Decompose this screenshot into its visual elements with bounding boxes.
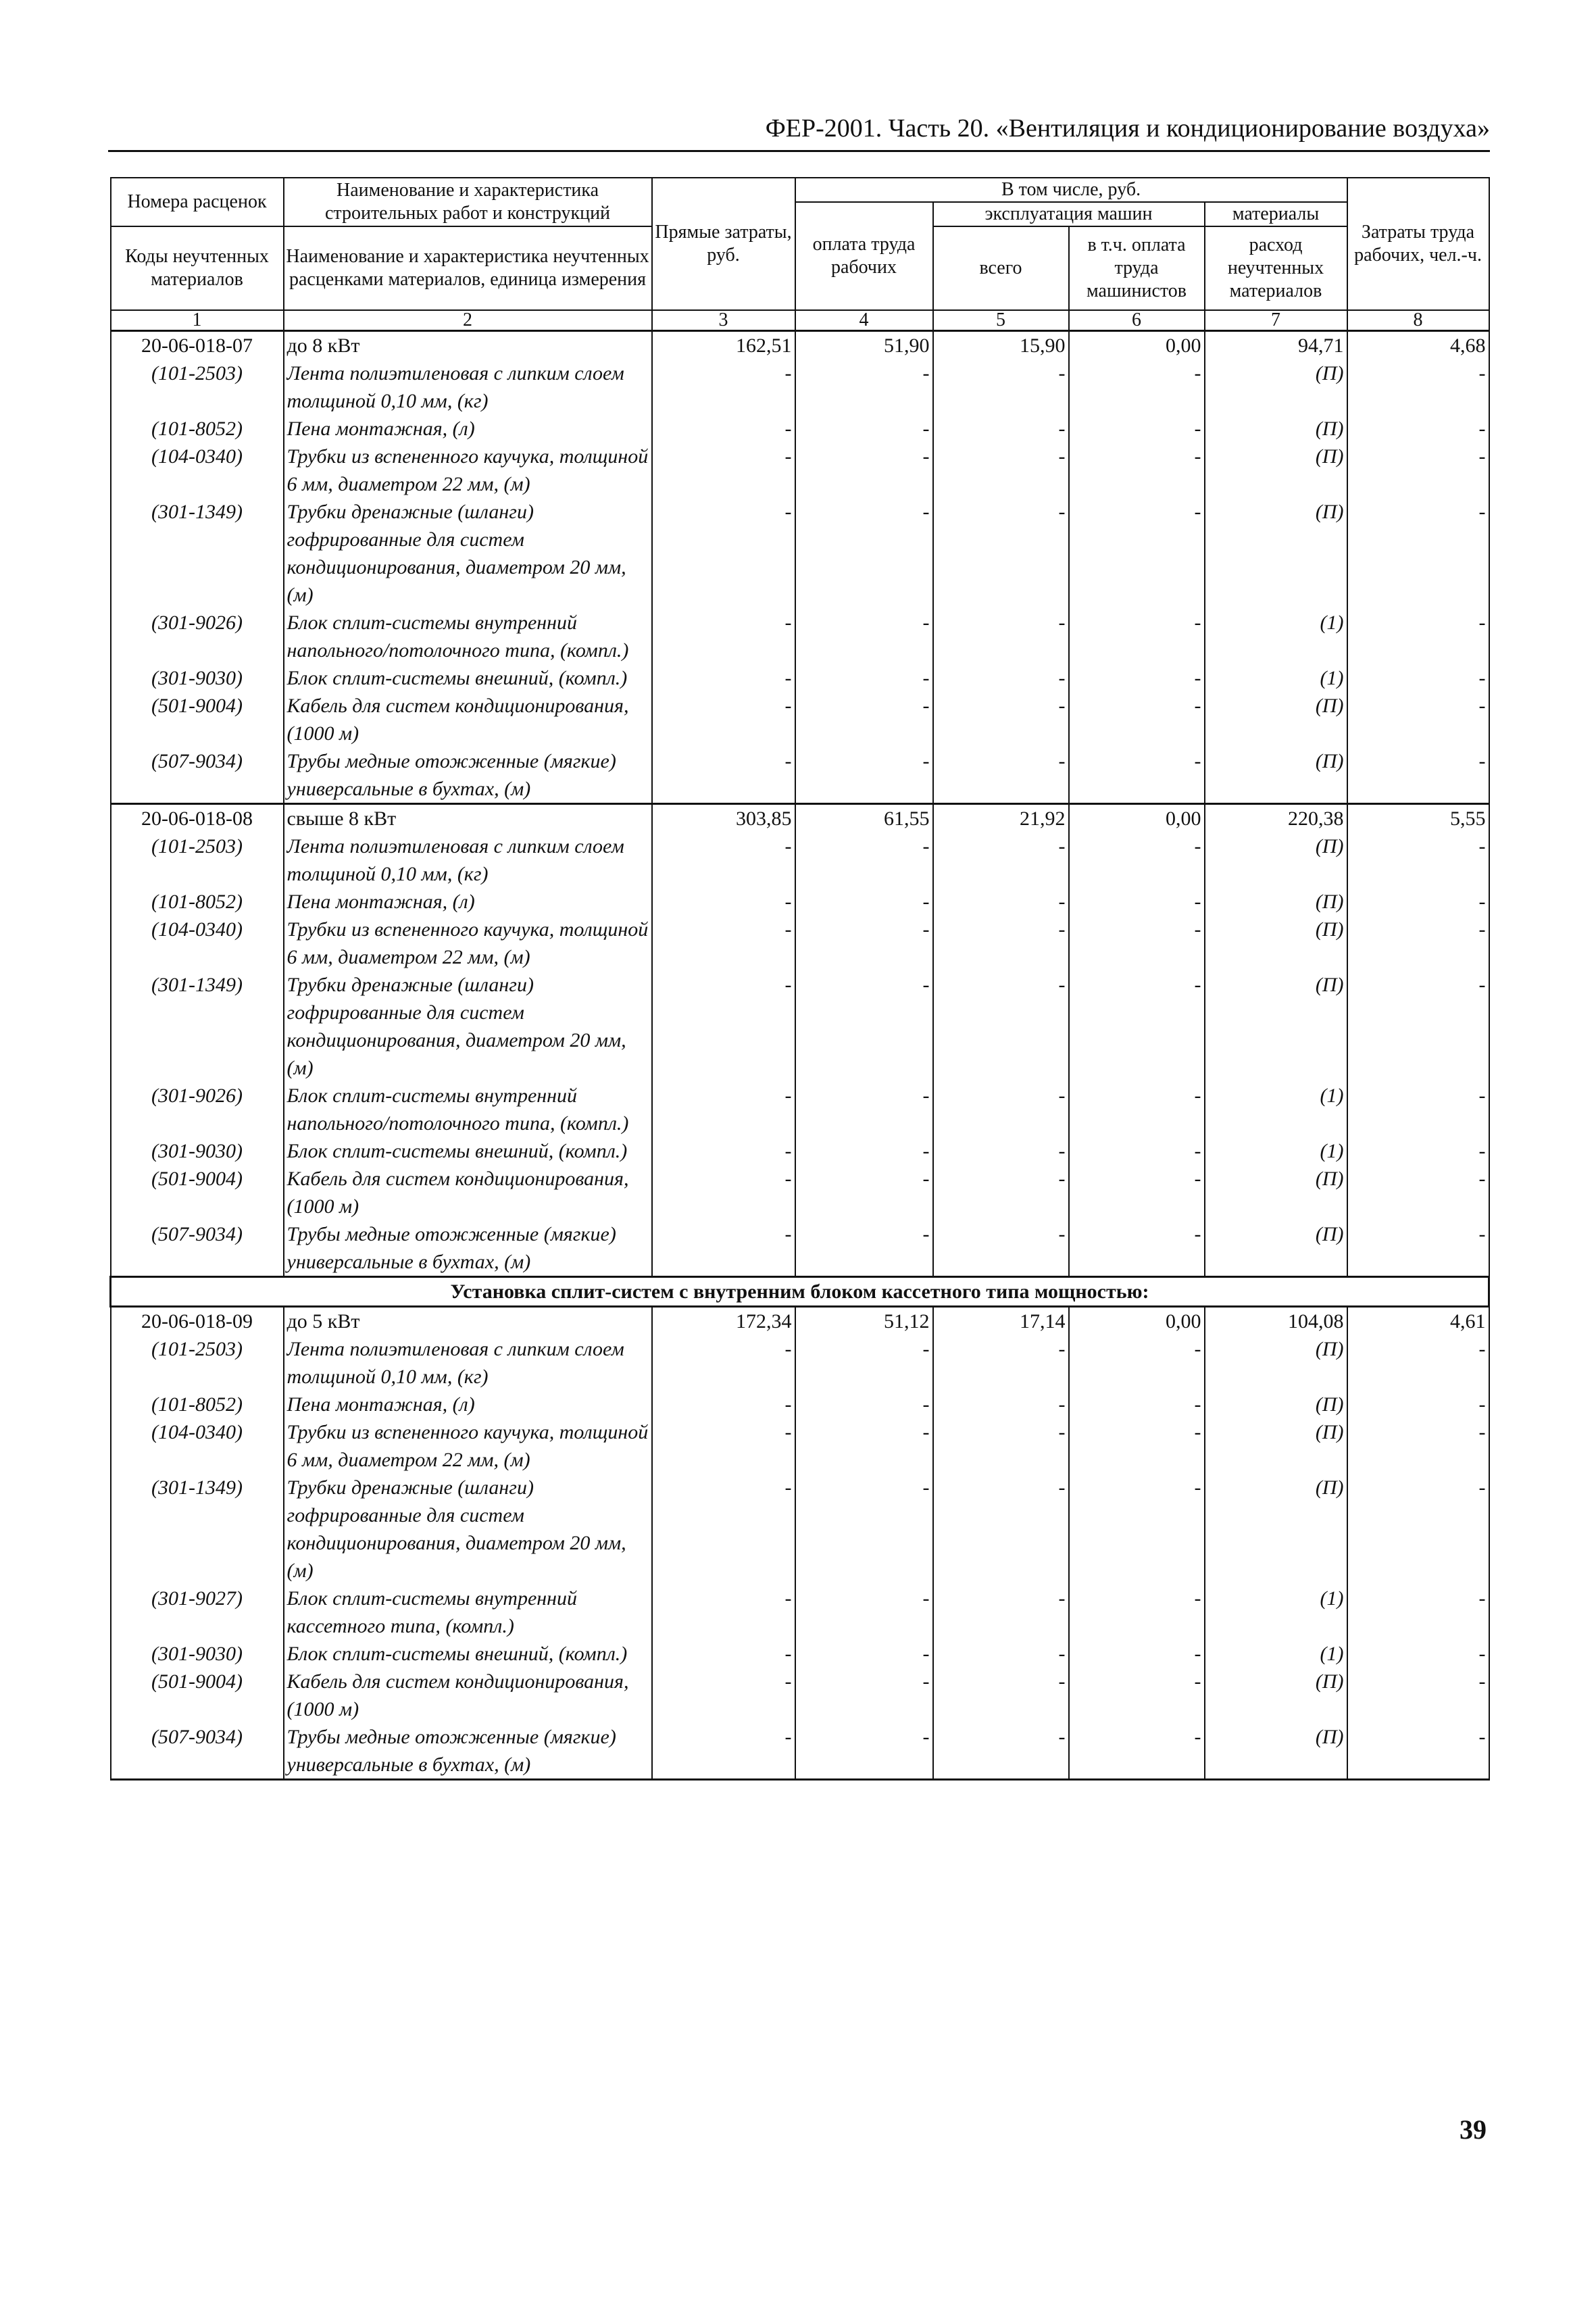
machines-cost: 17,14 bbox=[933, 1307, 1069, 1336]
operators-cost-dash: - bbox=[1069, 692, 1205, 747]
material-name: Пена монтажная, (л) bbox=[284, 1391, 652, 1418]
labor-cost-dash: - bbox=[795, 415, 933, 443]
direct-cost-dash: - bbox=[652, 888, 795, 916]
material-name: Блок сплит-системы внешний, (компл.) bbox=[284, 1640, 652, 1668]
material-row bbox=[111, 1585, 1489, 1640]
col2-bottom-header: Наименование и характеристика неучтенных расценками материалов, единица измерения bbox=[284, 226, 652, 310]
operators-cost-dash: - bbox=[1069, 1391, 1205, 1418]
material-consumption-mark: (П) bbox=[1205, 916, 1347, 971]
material-code: (301-9026) bbox=[111, 1082, 284, 1137]
material-row bbox=[111, 1474, 1489, 1585]
labor-cost-dash: - bbox=[795, 1165, 933, 1220]
labor-cost-dash: - bbox=[795, 1137, 933, 1165]
material-consumption-mark: (1) bbox=[1205, 609, 1347, 664]
operators-cost-dash: - bbox=[1069, 1474, 1205, 1585]
direct-cost-dash: - bbox=[652, 832, 795, 888]
labor-cost-dash: - bbox=[795, 359, 933, 415]
direct-cost-dash: - bbox=[652, 1391, 795, 1418]
material-name: Кабель для систем кондиционирования, (1000 м) bbox=[284, 1668, 652, 1723]
machines-cost-dash: - bbox=[933, 888, 1069, 916]
operators-cost-dash: - bbox=[1069, 609, 1205, 664]
direct-cost-dash: - bbox=[652, 359, 795, 415]
labor-cost-dash: - bbox=[795, 1335, 933, 1391]
material-consumption-mark: (1) bbox=[1205, 1137, 1347, 1165]
machines-cost-dash: - bbox=[933, 1335, 1069, 1391]
operators-cost: 0,00 bbox=[1069, 1307, 1205, 1336]
material-code: (501-9004) bbox=[111, 692, 284, 747]
material-name: Блок сплит-системы внутренний напольного/потолочного типа, (компл.) bbox=[284, 609, 652, 664]
group-machines-header: эксплуатация машин bbox=[933, 202, 1205, 226]
material-code: (301-1349) bbox=[111, 1474, 284, 1585]
operators-cost: 0,00 bbox=[1069, 804, 1205, 833]
material-name: Трубки дренажные (шланги) гофрированные для систем кондиционирования, диаметром 20 мм, (м) bbox=[284, 1474, 652, 1585]
machines-cost-dash: - bbox=[933, 1165, 1069, 1220]
col3-header: Прямые затраты, руб. bbox=[652, 178, 795, 310]
material-row bbox=[111, 1220, 1489, 1277]
material-name: Трубы медные отожженные (мягкие) универсальные в бухтах, (м) bbox=[284, 1723, 652, 1780]
material-name: Трубки дренажные (шланги) гофрированные для систем кондиционирования, диаметром 20 мм, (м) bbox=[284, 971, 652, 1082]
labor-cost-dash: - bbox=[795, 1474, 933, 1585]
labor-cost-dash: - bbox=[795, 443, 933, 498]
material-code: (501-9004) bbox=[111, 1668, 284, 1723]
labor-hours: 5,55 bbox=[1347, 804, 1489, 833]
material-name: Трубы медные отожженные (мягкие) универсальные в бухтах, (м) bbox=[284, 1220, 652, 1277]
material-code: (507-9034) bbox=[111, 747, 284, 804]
labor-hours-dash: - bbox=[1347, 1585, 1489, 1640]
direct-cost-dash: - bbox=[652, 609, 795, 664]
labor-hours-dash: - bbox=[1347, 1165, 1489, 1220]
section-row bbox=[111, 1277, 1489, 1307]
col6-header: в т.ч. оплата труда машинистов bbox=[1069, 226, 1205, 310]
labor-hours-dash: - bbox=[1347, 1418, 1489, 1474]
material-consumption-mark: (П) bbox=[1205, 1220, 1347, 1277]
machines-cost-dash: - bbox=[933, 1391, 1069, 1418]
labor-cost-dash: - bbox=[795, 1082, 933, 1137]
rate-name: до 8 кВт bbox=[284, 331, 652, 360]
machines-cost-dash: - bbox=[933, 1640, 1069, 1668]
machines-cost-dash: - bbox=[933, 1585, 1069, 1640]
operators-cost-dash: - bbox=[1069, 1137, 1205, 1165]
material-code: (101-8052) bbox=[111, 1391, 284, 1418]
labor-hours-dash: - bbox=[1347, 888, 1489, 916]
column-number: 8 bbox=[1347, 310, 1489, 331]
direct-cost-dash: - bbox=[652, 971, 795, 1082]
material-row bbox=[111, 971, 1489, 1082]
direct-cost-dash: - bbox=[652, 415, 795, 443]
labor-cost-dash: - bbox=[795, 1723, 933, 1780]
labor-hours-dash: - bbox=[1347, 832, 1489, 888]
material-consumption-mark: (П) bbox=[1205, 832, 1347, 888]
operators-cost-dash: - bbox=[1069, 664, 1205, 692]
col7-header: расход неучтенных материалов bbox=[1205, 226, 1347, 310]
labor-hours-dash: - bbox=[1347, 916, 1489, 971]
material-consumption-mark: (П) bbox=[1205, 498, 1347, 609]
material-consumption-mark: (1) bbox=[1205, 1640, 1347, 1668]
direct-cost-dash: - bbox=[652, 443, 795, 498]
operators-cost-dash: - bbox=[1069, 1723, 1205, 1780]
labor-hours: 4,68 bbox=[1347, 331, 1489, 360]
material-code: (104-0340) bbox=[111, 443, 284, 498]
group-total-header: В том числе, руб. bbox=[795, 178, 1347, 202]
materials-cost: 94,71 bbox=[1205, 331, 1347, 360]
direct-cost-dash: - bbox=[652, 664, 795, 692]
material-code: (301-9030) bbox=[111, 1640, 284, 1668]
labor-hours: 4,61 bbox=[1347, 1307, 1489, 1336]
col5-header: всего bbox=[933, 226, 1069, 310]
material-name: Блок сплит-системы внутренний напольного/потолочного типа, (компл.) bbox=[284, 1082, 652, 1137]
material-name: Блок сплит-системы внешний, (компл.) bbox=[284, 1137, 652, 1165]
labor-hours-dash: - bbox=[1347, 1220, 1489, 1277]
machines-cost-dash: - bbox=[933, 747, 1069, 804]
material-row bbox=[111, 1723, 1489, 1780]
operators-cost-dash: - bbox=[1069, 747, 1205, 804]
material-code: (104-0340) bbox=[111, 1418, 284, 1474]
operators-cost-dash: - bbox=[1069, 443, 1205, 498]
material-name: Трубки из вспененного каучука, толщиной 6 мм, диаметром 22 мм, (м) bbox=[284, 916, 652, 971]
material-consumption-mark: (П) bbox=[1205, 1165, 1347, 1220]
labor-cost-dash: - bbox=[795, 692, 933, 747]
direct-cost-dash: - bbox=[652, 1668, 795, 1723]
machines-cost-dash: - bbox=[933, 1474, 1069, 1585]
operators-cost-dash: - bbox=[1069, 1668, 1205, 1723]
material-code: (507-9034) bbox=[111, 1723, 284, 1780]
labor-hours-dash: - bbox=[1347, 609, 1489, 664]
material-consumption-mark: (П) bbox=[1205, 415, 1347, 443]
material-row bbox=[111, 1137, 1489, 1165]
labor-cost-dash: - bbox=[795, 1640, 933, 1668]
machines-cost-dash: - bbox=[933, 415, 1069, 443]
direct-cost-dash: - bbox=[652, 498, 795, 609]
material-code: (101-8052) bbox=[111, 415, 284, 443]
operators-cost-dash: - bbox=[1069, 1418, 1205, 1474]
labor-hours-dash: - bbox=[1347, 443, 1489, 498]
rate-row bbox=[111, 331, 1489, 360]
material-row bbox=[111, 664, 1489, 692]
direct-cost-dash: - bbox=[652, 1585, 795, 1640]
material-code: (507-9034) bbox=[111, 1220, 284, 1277]
col1-top-header: Номера расценок bbox=[111, 178, 284, 226]
material-code: (101-8052) bbox=[111, 888, 284, 916]
price-table bbox=[109, 177, 1490, 1781]
material-row bbox=[111, 1391, 1489, 1418]
material-row bbox=[111, 1668, 1489, 1723]
material-name: Блок сплит-системы внутренний кассетного типа, (компл.) bbox=[284, 1585, 652, 1640]
machines-cost-dash: - bbox=[933, 1220, 1069, 1277]
material-consumption-mark: (П) bbox=[1205, 1391, 1347, 1418]
material-row bbox=[111, 1165, 1489, 1220]
operators-cost-dash: - bbox=[1069, 498, 1205, 609]
section-title: Установка сплит-систем с внутренним блоком кассетного типа мощностью: bbox=[111, 1277, 1489, 1307]
labor-cost: 51,12 bbox=[795, 1307, 933, 1336]
labor-cost-dash: - bbox=[795, 832, 933, 888]
material-consumption-mark: (1) bbox=[1205, 1585, 1347, 1640]
labor-hours-dash: - bbox=[1347, 359, 1489, 415]
material-name: Трубки из вспененного каучука, толщиной 6 мм, диаметром 22 мм, (м) bbox=[284, 443, 652, 498]
machines-cost-dash: - bbox=[933, 609, 1069, 664]
labor-hours-dash: - bbox=[1347, 1668, 1489, 1723]
operators-cost-dash: - bbox=[1069, 359, 1205, 415]
material-code: (301-9030) bbox=[111, 664, 284, 692]
column-number: 6 bbox=[1069, 310, 1205, 331]
material-name: Трубки из вспененного каучука, толщиной 6 мм, диаметром 22 мм, (м) bbox=[284, 1418, 652, 1474]
direct-cost-dash: - bbox=[652, 916, 795, 971]
labor-cost-dash: - bbox=[795, 888, 933, 916]
material-row bbox=[111, 443, 1489, 498]
operators-cost-dash: - bbox=[1069, 415, 1205, 443]
material-code: (101-2503) bbox=[111, 359, 284, 415]
machines-cost-dash: - bbox=[933, 1668, 1069, 1723]
material-consumption-mark: (П) bbox=[1205, 443, 1347, 498]
direct-cost-dash: - bbox=[652, 692, 795, 747]
material-code: (501-9004) bbox=[111, 1165, 284, 1220]
operators-cost-dash: - bbox=[1069, 1082, 1205, 1137]
labor-hours-dash: - bbox=[1347, 1137, 1489, 1165]
rate-row bbox=[111, 804, 1489, 833]
column-number: 7 bbox=[1205, 310, 1347, 331]
labor-hours-dash: - bbox=[1347, 498, 1489, 609]
material-consumption-mark: (П) bbox=[1205, 692, 1347, 747]
labor-hours-dash: - bbox=[1347, 1640, 1489, 1668]
material-consumption-mark: (П) bbox=[1205, 1335, 1347, 1391]
material-name: Лента полиэтиленовая с липким слоем толщиной 0,10 мм, (кг) bbox=[284, 832, 652, 888]
operators-cost-dash: - bbox=[1069, 1220, 1205, 1277]
labor-hours-dash: - bbox=[1347, 971, 1489, 1082]
material-code: (301-1349) bbox=[111, 498, 284, 609]
material-row bbox=[111, 888, 1489, 916]
labor-cost-dash: - bbox=[795, 664, 933, 692]
machines-cost-dash: - bbox=[933, 359, 1069, 415]
column-number: 2 bbox=[284, 310, 652, 331]
material-consumption-mark: (П) bbox=[1205, 359, 1347, 415]
machines-cost-dash: - bbox=[933, 664, 1069, 692]
material-consumption-mark: (1) bbox=[1205, 1082, 1347, 1137]
rate-code: 20-06-018-08 bbox=[111, 804, 284, 833]
operators-cost-dash: - bbox=[1069, 888, 1205, 916]
material-consumption-mark: (П) bbox=[1205, 1723, 1347, 1780]
material-name: Пена монтажная, (л) bbox=[284, 415, 652, 443]
labor-cost: 51,90 bbox=[795, 331, 933, 360]
direct-cost-dash: - bbox=[652, 1640, 795, 1668]
machines-cost-dash: - bbox=[933, 1082, 1069, 1137]
direct-cost-dash: - bbox=[652, 1474, 795, 1585]
labor-hours-dash: - bbox=[1347, 1082, 1489, 1137]
material-name: Кабель для систем кондиционирования, (1000 м) bbox=[284, 692, 652, 747]
material-consumption-mark: (П) bbox=[1205, 888, 1347, 916]
material-name: Пена монтажная, (л) bbox=[284, 888, 652, 916]
materials-cost: 220,38 bbox=[1205, 804, 1347, 833]
material-row bbox=[111, 832, 1489, 888]
material-consumption-mark: (1) bbox=[1205, 664, 1347, 692]
labor-hours-dash: - bbox=[1347, 692, 1489, 747]
materials-cost: 104,08 bbox=[1205, 1307, 1347, 1336]
labor-cost-dash: - bbox=[795, 1585, 933, 1640]
rate-name: свыше 8 кВт bbox=[284, 804, 652, 833]
labor-hours-dash: - bbox=[1347, 1723, 1489, 1780]
machines-cost-dash: - bbox=[933, 692, 1069, 747]
machines-cost-dash: - bbox=[933, 916, 1069, 971]
machines-cost-dash: - bbox=[933, 1418, 1069, 1474]
operators-cost-dash: - bbox=[1069, 971, 1205, 1082]
machines-cost: 21,92 bbox=[933, 804, 1069, 833]
page-number: 39 bbox=[1460, 2114, 1487, 2145]
col8-header: Затраты труда рабочих, чел.-ч. bbox=[1347, 178, 1489, 310]
operators-cost-dash: - bbox=[1069, 832, 1205, 888]
column-number: 5 bbox=[933, 310, 1069, 331]
material-code: (101-2503) bbox=[111, 832, 284, 888]
material-consumption-mark: (П) bbox=[1205, 1418, 1347, 1474]
machines-cost-dash: - bbox=[933, 1723, 1069, 1780]
machines-cost-dash: - bbox=[933, 498, 1069, 609]
operators-cost: 0,00 bbox=[1069, 331, 1205, 360]
direct-cost: 162,51 bbox=[652, 331, 795, 360]
header-rule bbox=[108, 150, 1490, 152]
labor-hours-dash: - bbox=[1347, 664, 1489, 692]
material-code: (301-9026) bbox=[111, 609, 284, 664]
material-row bbox=[111, 747, 1489, 804]
material-row bbox=[111, 609, 1489, 664]
operators-cost-dash: - bbox=[1069, 1585, 1205, 1640]
material-row bbox=[111, 415, 1489, 443]
material-row bbox=[111, 359, 1489, 415]
labor-cost-dash: - bbox=[795, 1220, 933, 1277]
material-name: Блок сплит-системы внешний, (компл.) bbox=[284, 664, 652, 692]
labor-cost-dash: - bbox=[795, 971, 933, 1082]
machines-cost-dash: - bbox=[933, 832, 1069, 888]
material-row bbox=[111, 1640, 1489, 1668]
material-consumption-mark: (П) bbox=[1205, 1668, 1347, 1723]
machines-cost-dash: - bbox=[933, 443, 1069, 498]
price-table-body bbox=[111, 331, 1489, 1780]
direct-cost: 172,34 bbox=[652, 1307, 795, 1336]
direct-cost-dash: - bbox=[652, 1220, 795, 1277]
operators-cost-dash: - bbox=[1069, 1640, 1205, 1668]
machines-cost-dash: - bbox=[933, 1137, 1069, 1165]
direct-cost-dash: - bbox=[652, 1165, 795, 1220]
labor-hours-dash: - bbox=[1347, 1474, 1489, 1585]
material-name: Лента полиэтиленовая с липким слоем толщиной 0,10 мм, (кг) bbox=[284, 359, 652, 415]
column-number: 1 bbox=[111, 310, 284, 331]
operators-cost-dash: - bbox=[1069, 916, 1205, 971]
col2-top-header: Наименование и характеристика строительных работ и конструкций bbox=[284, 178, 652, 226]
direct-cost-dash: - bbox=[652, 747, 795, 804]
labor-cost-dash: - bbox=[795, 1418, 933, 1474]
material-code: (301-9030) bbox=[111, 1137, 284, 1165]
labor-cost-dash: - bbox=[795, 916, 933, 971]
material-name: Трубы медные отожженные (мягкие) универсальные в бухтах, (м) bbox=[284, 747, 652, 804]
material-code: (301-9027) bbox=[111, 1585, 284, 1640]
operators-cost-dash: - bbox=[1069, 1165, 1205, 1220]
operators-cost-dash: - bbox=[1069, 1335, 1205, 1391]
material-consumption-mark: (П) bbox=[1205, 747, 1347, 804]
material-row bbox=[111, 498, 1489, 609]
material-row bbox=[111, 1335, 1489, 1391]
direct-cost-dash: - bbox=[652, 1723, 795, 1780]
column-number: 4 bbox=[795, 310, 933, 331]
machines-cost: 15,90 bbox=[933, 331, 1069, 360]
column-number: 3 bbox=[652, 310, 795, 331]
material-name: Кабель для систем кондиционирования, (1000 м) bbox=[284, 1165, 652, 1220]
rate-name: до 5 кВт bbox=[284, 1307, 652, 1336]
labor-hours-dash: - bbox=[1347, 1335, 1489, 1391]
labor-hours-dash: - bbox=[1347, 747, 1489, 804]
group-materials-header: материалы bbox=[1205, 202, 1347, 226]
material-code: (101-2503) bbox=[111, 1335, 284, 1391]
labor-cost-dash: - bbox=[795, 1668, 933, 1723]
material-row bbox=[111, 692, 1489, 747]
direct-cost-dash: - bbox=[652, 1082, 795, 1137]
labor-hours-dash: - bbox=[1347, 415, 1489, 443]
material-code: (301-1349) bbox=[111, 971, 284, 1082]
labor-cost-dash: - bbox=[795, 609, 933, 664]
col1-bottom-header: Коды неучтенных материалов bbox=[111, 226, 284, 310]
rate-row bbox=[111, 1307, 1489, 1336]
col4-header: оплата труда рабочих bbox=[795, 202, 933, 310]
material-consumption-mark: (П) bbox=[1205, 1474, 1347, 1585]
machines-cost-dash: - bbox=[933, 971, 1069, 1082]
material-row bbox=[111, 916, 1489, 971]
rate-code: 20-06-018-07 bbox=[111, 331, 284, 360]
direct-cost-dash: - bbox=[652, 1137, 795, 1165]
direct-cost-dash: - bbox=[652, 1418, 795, 1474]
direct-cost-dash: - bbox=[652, 1335, 795, 1391]
material-name: Лента полиэтиленовая с липким слоем толщиной 0,10 мм, (кг) bbox=[284, 1335, 652, 1391]
rate-code: 20-06-018-09 bbox=[111, 1307, 284, 1336]
labor-hours-dash: - bbox=[1347, 1391, 1489, 1418]
material-code: (104-0340) bbox=[111, 916, 284, 971]
material-row bbox=[111, 1418, 1489, 1474]
material-consumption-mark: (П) bbox=[1205, 971, 1347, 1082]
material-name: Трубки дренажные (шланги) гофрированные для систем кондиционирования, диаметром 20 мм, (м) bbox=[284, 498, 652, 609]
material-row bbox=[111, 1082, 1489, 1137]
labor-cost: 61,55 bbox=[795, 804, 933, 833]
labor-cost-dash: - bbox=[795, 498, 933, 609]
labor-cost-dash: - bbox=[795, 747, 933, 804]
labor-cost-dash: - bbox=[795, 1391, 933, 1418]
page-header-title: ФЕР-2001. Часть 20. «Вентиляция и кондиционирование воздуха» bbox=[765, 114, 1490, 143]
direct-cost: 303,85 bbox=[652, 804, 795, 833]
